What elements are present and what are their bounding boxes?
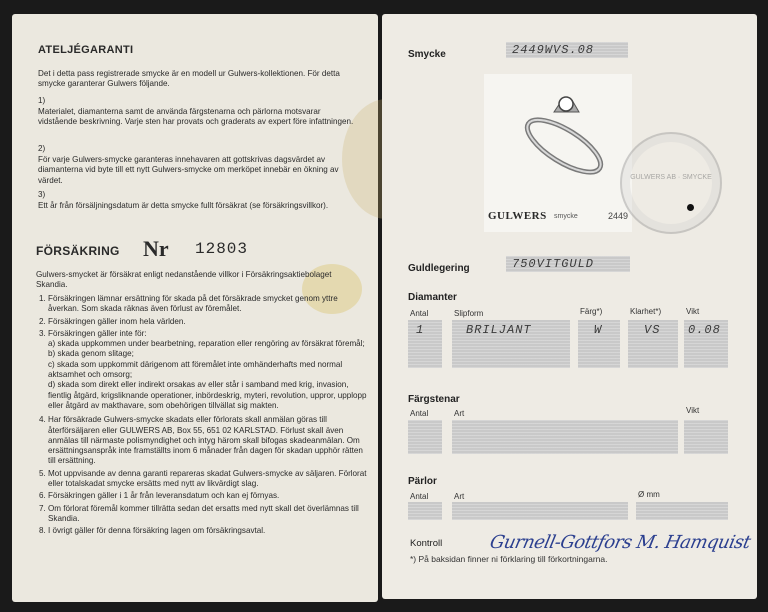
term-item: 1. Försäkringen lämnar ersättning för skada på det försäkrade smycket genom yttre åverkan. Som skada räknas även förlust av föremålet.	[48, 294, 370, 315]
right-page	[382, 14, 757, 599]
diamant-slipform: BRILJANT	[466, 323, 532, 337]
farg-vikt-field	[684, 420, 728, 454]
point-number: 3)	[38, 190, 46, 199]
exclusion-item: b) skada genom slitage;	[48, 349, 134, 359]
signature: Gurnell-Gottfors M. Hamquist	[487, 532, 753, 553]
footnote: *) På baksidan finner ni förklaring till förkortningarna.	[410, 554, 608, 564]
parlor-title: Pärlor	[408, 476, 437, 487]
diamant-farg: W	[594, 323, 603, 337]
smycke-label: Smycke	[408, 49, 446, 60]
exclusion-item: d) skada som direkt eller indirekt orsakas av eller står i samband med krig, invasion, fientlig åtgärd, krigsliknande operationer, inbördeskrig, myteri, revolution, uppror, upplopp eller åtgärd av makthavare, som obehörigen tillvällat sig makten.	[48, 380, 367, 410]
diamant-vikt: 0.08	[688, 323, 721, 337]
point-number: 1)	[38, 96, 46, 105]
parlor-mm-field	[636, 502, 728, 520]
point-number: 2)	[38, 144, 46, 153]
diamant-antal-field	[408, 320, 442, 368]
guld-label: Guldlegering	[408, 263, 470, 274]
insurance-intro: Gulwers-smycket är försäkrat enligt nedanstående villkor i Försäkringsaktiebolaget Skandia.	[36, 270, 332, 290]
left-page	[12, 14, 378, 602]
point-text: Ett år från försäljningsdatum är detta smycke fullt försäkrat (se försäkringsvillkor).	[38, 201, 329, 210]
brand-logo: GULWERS	[488, 210, 547, 222]
col-antal: Antal	[410, 492, 429, 501]
diamant-klarhet: VS	[644, 323, 661, 337]
guld-value: 750VITGULD	[512, 257, 595, 271]
farg-antal-field	[408, 420, 442, 454]
term-item	[48, 329, 370, 411]
ring-photo	[484, 74, 632, 232]
fargstenar-title: Färgstenar	[408, 394, 460, 405]
term-item: 2. Försäkringen gäller inom hela världen.	[48, 317, 370, 327]
point-text: Materialet, diamanterna samt de använda färgstenarna och pärlorna motsvarar vidstående beskrivning. Varje sten har provats och graderats av expert före infattningen.	[38, 107, 354, 127]
kontroll-label: Kontroll	[410, 538, 443, 549]
insurance-title: FÖRSÄKRING	[36, 244, 120, 258]
col-art: Art	[454, 409, 465, 418]
parlor-art-field	[452, 502, 628, 520]
term-item: 5. Mot uppvisande av denna garanti repareras skadat Gulwers-smycke av säljaren. Förlorat eller totalskadat smycke ersätts med nytt av likvärdigt slag.	[48, 469, 370, 490]
point-text: För varje Gulwers-smycke garanteras innehavaren att gottskrivas dagsvärdet av diamanterna vid byte till ett nytt Gulwers-smycke om merköpet innebär en ökning av värdet.	[38, 155, 339, 185]
term-item: 6. Försäkringen gäller i 1 år från leveransdatum och kan ej förnyas.	[48, 491, 370, 501]
smycke-field	[506, 42, 628, 58]
seal-text: GULWERS AB · SMYCKE	[630, 174, 712, 181]
warranty-title: ATELJÉGARANTI	[38, 44, 134, 56]
term-item: 4. Har försäkrade Gulwers-smycke skadats eller förlorats skall anmälan göras till återförsäljaren eller GULWERS AB, Box 55, 651 02 KARLSTAD. Förlust skall även anmälas till närmaste polismyndighet och intyg härom skall bifogas skadeanmälan. Om ersättningsanspråk inte framställts inom 6 månader från dagen för skadan upphör rätten till ersättning.	[48, 415, 370, 466]
term-item: 8. I övrigt gäller för denna försäkring lagen om försäkringsavtal.	[48, 526, 370, 536]
col-vikt: Vikt	[686, 406, 700, 415]
guld-field	[506, 256, 630, 272]
col-antal: Antal	[410, 309, 429, 318]
diamanter-title: Diamanter	[408, 292, 457, 303]
brand-sub: smycke	[554, 213, 578, 220]
col-klarhet: Klarhet*)	[630, 307, 662, 316]
model-number: 2449	[608, 211, 629, 221]
embossed-seal	[620, 132, 722, 234]
insurance-number: 12803	[195, 240, 249, 258]
punch-hole	[687, 204, 694, 211]
exclusion-item: a) skada uppkommen under bearbetning, reparation eller rengöring av försäkrat föremål;	[48, 339, 365, 349]
col-mm: Ø mm	[638, 490, 660, 499]
col-slipform: Slipform	[454, 309, 484, 318]
number-label: Nr	[143, 236, 169, 261]
ring-icon	[484, 74, 632, 232]
col-art: Art	[454, 492, 465, 501]
term-item: 7. Om förlorat föremål kommer tillrätta sedan det ersatts med nytt skall det överlämnas till Skandia.	[48, 504, 370, 525]
col-vikt: Vikt	[686, 307, 700, 316]
parlor-antal-field	[408, 502, 442, 520]
col-farg: Färg*)	[580, 307, 603, 316]
insurance-terms	[36, 294, 370, 537]
exclusion-item: c) skada som uppkommit därigenom att föremålet inte omhänderhafts med normal aktsamhet och omsorg;	[48, 359, 343, 380]
farg-art-field	[452, 420, 678, 454]
smycke-value: 2449WVS.08	[512, 43, 595, 57]
diamant-antal: 1	[416, 323, 425, 337]
warranty-intro: Det i detta pass registrerade smycke är en modell ur Gulwers-kollektionen. För detta smycke garanterar Gulwers följande.	[38, 69, 340, 89]
term-text: Försäkringen gäller inte för:	[48, 328, 147, 338]
col-antal: Antal	[410, 409, 429, 418]
